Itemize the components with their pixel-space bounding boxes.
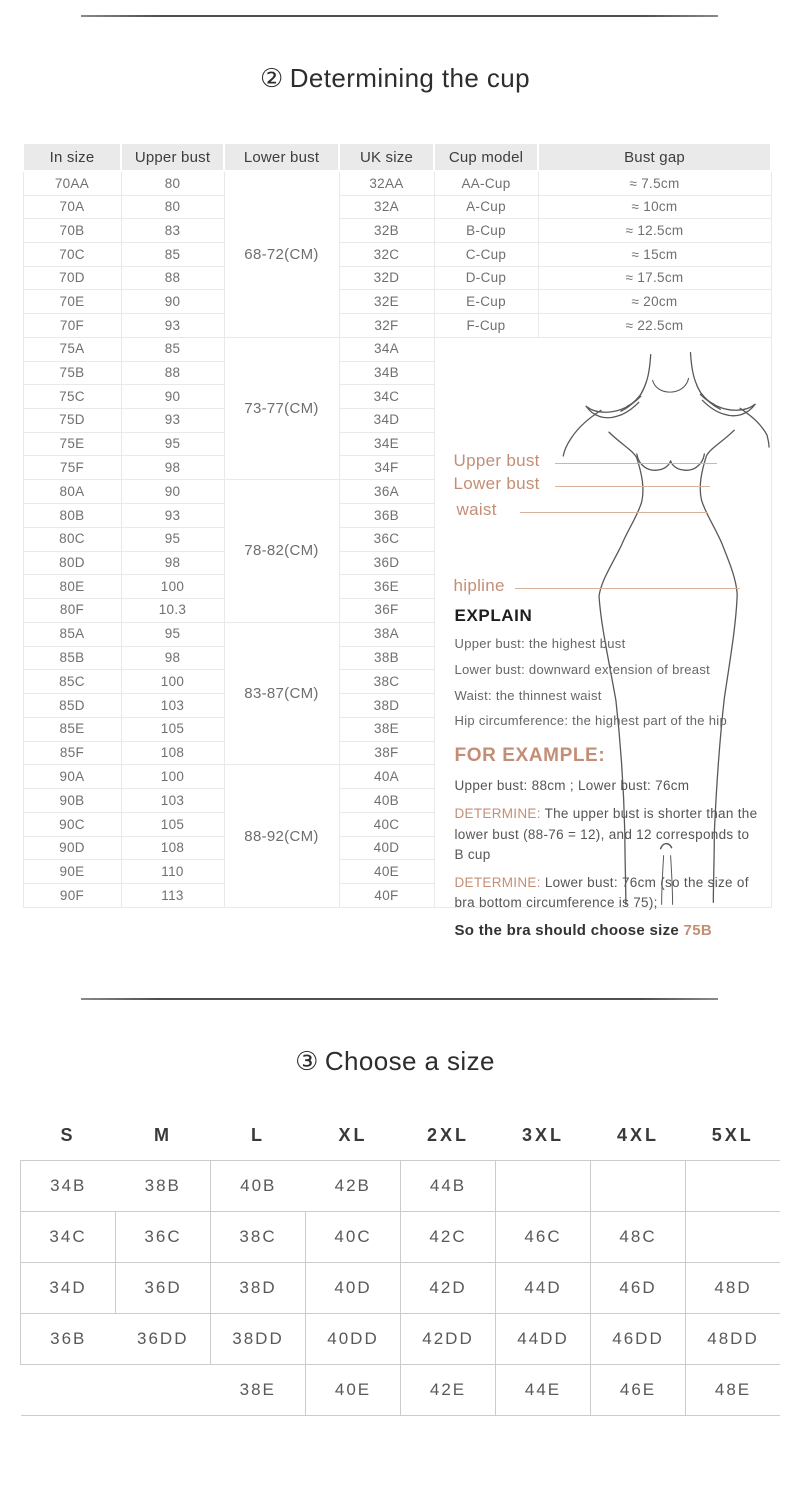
size-table-header-row [21,1111,781,1161]
cup-table-cell: 75B [23,361,121,385]
cup-table-cell: 85F [23,741,121,765]
diagram-label-lower-bust: Lower bust [453,473,540,493]
size-table-cell [686,1160,781,1211]
explain-line-hip: Hip circumference: the highest part of the hip [454,713,727,729]
cup-table-cell: E-Cup [434,290,538,314]
cup-table-cell: 90B [23,789,121,813]
cup-table-cell: 80 [121,171,224,195]
cup-table-row [23,243,771,267]
cup-table-cell: 93 [121,314,224,338]
example-determine-1 [455,804,760,865]
cup-table-row [23,266,771,290]
size-section-number: ③ [295,1045,319,1076]
explain-line-lower-bust: Lower bust: downward extension of breast [454,661,711,677]
size-table-header: S [60,1124,76,1145]
choose-size-table [20,1111,780,1416]
size-table-cell: 48D [686,1262,781,1313]
size-table-cell: 34D [21,1262,116,1313]
section-divider [81,998,718,1000]
size-table-cell: 42DD [401,1313,496,1364]
diagram-pointer-line-lower-bust [555,486,710,487]
cup-table-cell: 90 [121,290,224,314]
size-table-cell: 36DD [116,1313,211,1364]
cup-table-cell: 105 [121,813,224,837]
size-table-cell: 44D [496,1262,591,1313]
determine-label-2: DETERMINE: [454,875,541,891]
size-table-cell: 42C [401,1211,496,1262]
size-table-header: 2XL [426,1124,469,1145]
cup-table-cell: 103 [121,789,224,813]
cup-table-cell: 36B [339,504,434,528]
cup-table-cell: 70B [23,219,121,243]
cup-table-cell: 40B [339,789,434,813]
cup-table-cell: 80F [23,598,121,622]
cup-table-cell: 83 [121,219,224,243]
example-determine-2 [455,873,760,914]
cup-table-cell: 70A [23,195,121,219]
size-table-cell [496,1160,591,1211]
cup-table-cell: 40D [339,836,434,860]
determine-text-2: Lower bust: 76cm (so the size of bra bottom circumference is 75); [454,875,749,911]
cup-table-cell: 88 [121,361,224,385]
determine-label-1: DETERMINE: [454,806,541,822]
cup-table-cell: 36D [339,551,434,575]
measurement-diagram [435,338,770,939]
cup-table-cell: 32D [339,266,434,290]
conclusion-text: So the bra should choose size [454,921,684,939]
size-table-cell: 42B [306,1160,401,1211]
size-section-title-text: Choose a size [324,1045,495,1076]
cup-table-cell: 108 [121,741,224,765]
cup-section-title-text: Determining the cup [289,63,530,93]
cup-table-cell: 85A [23,622,121,646]
size-table-row [21,1262,781,1313]
cup-table-cell: 90F [23,884,121,908]
cup-table-cell: 85B [23,646,121,670]
cup-table-cell: 78-82(CM) [224,479,339,622]
explain-block [455,607,760,938]
cup-table-cell: 32E [339,290,434,314]
cup-table-cell: 98 [121,456,224,480]
cup-table-cell: ≈ 17.5cm [538,266,771,290]
cup-table-row [23,219,771,243]
cup-table-cell: 95 [121,432,224,456]
cup-table-cell: 108 [121,836,224,860]
size-table-cell: 42D [401,1262,496,1313]
cup-table-cell: AA-Cup [434,171,538,195]
cup-table-row [23,290,771,314]
cup-table-header: Lower bust [224,143,339,171]
diagram-pointer-line-hipline [515,588,740,589]
example-measurements: Upper bust: 88cm ; Lower bust: 76cm [454,778,690,794]
size-table-header: XL [338,1124,368,1145]
size-table-cell: 38DD [211,1313,306,1364]
size-table-cell: 46DD [591,1313,686,1364]
top-divider [81,15,718,17]
size-table-header: M [154,1124,172,1145]
cup-table-cell: 40E [339,860,434,884]
cup-table-cell: 103 [121,694,224,718]
cup-table-cell: 38F [339,741,434,765]
conclusion-size: 75B [683,921,712,939]
cup-table-cell: 113 [121,884,224,908]
determine-text-1: The upper bust is shorter than the lower bust (88-76 = 12), and 12 corresponds to B cup [454,806,758,862]
cup-table-cell: 70C [23,243,121,267]
cup-table-cell: 85D [23,694,121,718]
size-table-cell: 36C [116,1211,211,1262]
cup-table-cell: 32AA [339,171,434,195]
cup-table-cell: 83-87(CM) [224,622,339,765]
cup-table-cell: 70D [23,266,121,290]
cup-table-cell: 85 [121,337,224,361]
explain-line-upper-bust: Upper bust: the highest bust [454,635,626,651]
cup-table-header: UK size [339,143,434,171]
size-table-cell: 36B [21,1313,116,1364]
diagram-pointer-line-upper-bust [555,463,717,464]
cup-table-cell: ≈ 12.5cm [538,219,771,243]
cup-table-cell: 93 [121,504,224,528]
cup-table-cell: 34E [339,432,434,456]
cup-table-cell: 32B [339,219,434,243]
cup-table-cell: 38B [339,646,434,670]
cup-table-cell: 40F [339,884,434,908]
size-table-cell: 40E [306,1364,401,1415]
size-table-cell: 34B [21,1160,116,1211]
explain-line-waist: Waist: the thinnest waist [454,687,602,703]
cup-table-cell: ≈ 20cm [538,290,771,314]
cup-table-cell: 90A [23,765,121,789]
cup-table-cell: 90 [121,385,224,409]
size-table-cell: 36D [116,1262,211,1313]
cup-section-title [0,62,790,94]
for-example-heading: FOR EXAMPLE: [454,745,606,767]
cup-table-row [23,195,771,219]
cup-table-cell: 38D [339,694,434,718]
size-table-cell: 40D [306,1262,401,1313]
cup-table-cell: 85E [23,717,121,741]
cup-table-cell: ≈ 7.5cm [538,171,771,195]
cup-table-cell: 73-77(CM) [224,337,339,479]
size-table-cell: 46E [591,1364,686,1415]
cup-table-cell: 93 [121,408,224,432]
cup-table-cell: 80E [23,575,121,599]
cup-table-cell: 105 [121,717,224,741]
size-table-cell: 46D [591,1262,686,1313]
cup-table-row [23,171,771,195]
size-table-cell: 44B [401,1160,496,1211]
size-table-header: L [251,1124,265,1145]
size-table-cell [21,1364,116,1415]
size-table-cell [116,1364,211,1415]
size-table-cell: 42E [401,1364,496,1415]
size-table-row [21,1313,781,1364]
size-table-cell: 48C [591,1211,686,1262]
cup-table-cell: 38A [339,622,434,646]
cup-table-cell: 80C [23,527,121,551]
diagram-label-waist: waist [456,499,497,519]
cup-table-cell: 80 [121,195,224,219]
cup-table-cell: 90C [23,813,121,837]
cup-table-cell: 80D [23,551,121,575]
cup-table-cell: F-Cup [434,314,538,338]
size-table-cell: 44DD [496,1313,591,1364]
size-table-cell: 44E [496,1364,591,1415]
cup-table-cell: 70E [23,290,121,314]
size-table-header: 5XL [711,1124,754,1145]
cup-table-cell: 34F [339,456,434,480]
cup-table-cell: 98 [121,551,224,575]
cup-table-cell: 36E [339,575,434,599]
cup-table-header: In size [23,143,121,171]
cup-table-cell: D-Cup [434,266,538,290]
cup-table-cell: 95 [121,622,224,646]
cup-table-cell: 90E [23,860,121,884]
cup-table-cell: 100 [121,575,224,599]
size-table-cell: 38E [211,1364,306,1415]
cup-table-cell: 90 [121,479,224,503]
cup-table-cell: 34D [339,408,434,432]
size-table-header: 4XL [616,1124,659,1145]
cup-table-cell: 32A [339,195,434,219]
cup-table-cell: 68-72(CM) [224,171,339,337]
example-conclusion [455,923,760,938]
cup-table-header: Upper bust [121,143,224,171]
cup-table-cell: 10.3 [121,598,224,622]
size-table-cell: 40B [211,1160,306,1211]
cup-table-cell: A-Cup [434,195,538,219]
cup-table-cell: 70F [23,314,121,338]
cup-table-cell: ≈ 15cm [538,243,771,267]
cup-table-cell: 32F [339,314,434,338]
size-guide-page [0,15,790,1486]
cup-section-number: ② [260,63,284,93]
diagram-cell [434,337,771,939]
cup-table-cell: 75F [23,456,121,480]
cup-table-cell: 40C [339,813,434,837]
cup-table-cell: 100 [121,765,224,789]
cup-table-cell: 36A [339,479,434,503]
cup-table-row [23,314,771,338]
cup-table-header: Bust gap [538,143,771,171]
cup-table-cell: 38C [339,670,434,694]
explain-heading: EXPLAIN [454,605,533,625]
size-table-cell: 40C [306,1211,401,1262]
diagram-pointer-line-waist [520,512,707,513]
size-table-cell: 38B [116,1160,211,1211]
size-table-cell: 38D [211,1262,306,1313]
cup-table-cell: 98 [121,646,224,670]
cup-table-cell: 88-92(CM) [224,765,339,908]
cup-table-cell: 75A [23,337,121,361]
cup-table-header: Cup model [434,143,538,171]
size-table-cell: 40DD [306,1313,401,1364]
cup-table-header-row [23,143,771,171]
cup-table-cell: 34A [339,337,434,361]
cup-table-row [23,337,771,361]
cup-size-table [22,142,772,939]
cup-table-cell: C-Cup [434,243,538,267]
cup-table-cell: B-Cup [434,219,538,243]
size-section-title [0,1045,790,1077]
cup-table-cell: 95 [121,527,224,551]
cup-table-cell: 40A [339,765,434,789]
cup-table-cell: 34C [339,385,434,409]
cup-table-cell: 75D [23,408,121,432]
cup-table-cell: 70AA [23,171,121,195]
size-table-cell: 34C [21,1211,116,1262]
cup-table-cell: 36C [339,527,434,551]
diagram-label-hipline: hipline [453,575,505,595]
size-table-cell: 38C [211,1211,306,1262]
cup-table-cell: 75E [23,432,121,456]
size-table-row [21,1160,781,1211]
cup-table-cell: 85 [121,243,224,267]
cup-table-cell: 80A [23,479,121,503]
cup-table-cell: 34B [339,361,434,385]
size-table-cell: 48E [686,1364,781,1415]
size-table-cell [591,1160,686,1211]
cup-table-cell: 85C [23,670,121,694]
size-table-row [21,1211,781,1262]
cup-table-cell: ≈ 22.5cm [538,314,771,338]
size-table-cell [686,1211,781,1262]
cup-table-cell: 80B [23,504,121,528]
cup-table-cell: 36F [339,598,434,622]
cup-table-cell: 75C [23,385,121,409]
size-table-header: 3XL [521,1124,564,1145]
cup-table-cell: 38E [339,717,434,741]
diagram-label-upper-bust: Upper bust [453,450,540,470]
cup-table-cell: 110 [121,860,224,884]
cup-table-cell: 88 [121,266,224,290]
cup-table-cell: 32C [339,243,434,267]
size-table-cell: 46C [496,1211,591,1262]
cup-table-cell: 100 [121,670,224,694]
size-table-cell: 48DD [686,1313,781,1364]
size-table-row [21,1364,781,1415]
cup-table-cell: 90D [23,836,121,860]
cup-table-cell: ≈ 10cm [538,195,771,219]
